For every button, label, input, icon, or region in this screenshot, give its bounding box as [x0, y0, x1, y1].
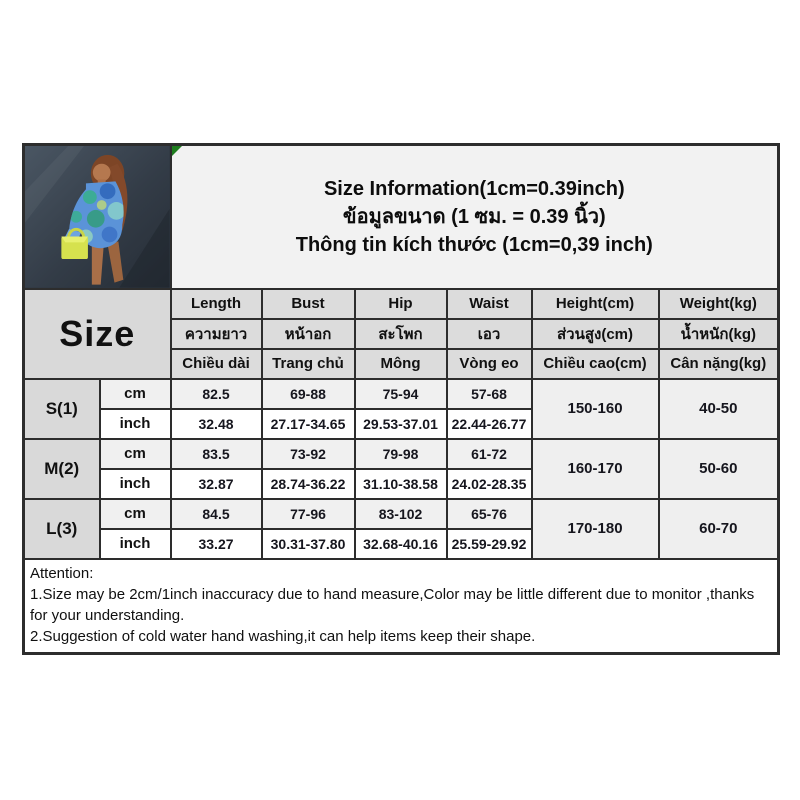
attention-note-1: 1.Size may be 2cm/1inch inaccuracy due to hand measure,Color may be little different due to monitor ,thanks for your understanding. [30, 585, 755, 624]
s-bust-cm: 69-88 [262, 379, 355, 409]
green-corner-flag-icon [172, 146, 182, 156]
m-length-cm: 83.5 [171, 439, 262, 469]
l-bust-cm: 77-96 [262, 499, 355, 529]
unit-cm: cm [100, 439, 171, 469]
col-header-hip-vi: Mông [355, 349, 447, 379]
m-hip-cm: 79-98 [355, 439, 447, 469]
handbag-top [61, 236, 88, 242]
s-weight: 40-50 [659, 379, 779, 439]
m-length-inch: 32.87 [171, 469, 262, 499]
l-bust-inch: 30.31-37.80 [262, 529, 355, 559]
unit-cm: cm [100, 379, 171, 409]
s-waist-cm: 57-68 [447, 379, 532, 409]
unit-inch: inch [100, 529, 171, 559]
attention-heading: Attention: [30, 564, 94, 582]
col-header-hip-th: สะโพก [355, 319, 447, 349]
l-length-inch: 33.27 [171, 529, 262, 559]
col-header-waist-th: เอว [447, 319, 532, 349]
col-header-height-vi: Chiều cao(cm) [532, 349, 659, 379]
col-header-waist-en: Waist [447, 289, 532, 319]
col-header-weight-en: Weight(kg) [659, 289, 779, 319]
title-vietnamese: Thông tin kích thước (1cm=0,39 inch) [295, 233, 653, 256]
col-header-bust-vi: Trang chủ [262, 349, 355, 379]
m-bust-cm: 73-92 [262, 439, 355, 469]
product-photo-cell [24, 145, 171, 289]
col-header-length-en: Length [171, 289, 262, 319]
m-hip-inch: 31.10-38.58 [355, 469, 447, 499]
s-bust-inch: 27.17-34.65 [262, 409, 355, 439]
size-chart-table [22, 143, 780, 655]
size-label-m: M(2) [24, 439, 100, 499]
unit-cm: cm [100, 499, 171, 529]
size-corner-label: Size [24, 289, 171, 379]
l-height: 170-180 [532, 499, 659, 559]
l-hip-cm: 83-102 [355, 499, 447, 529]
l-weight: 60-70 [659, 499, 779, 559]
m-weight: 50-60 [659, 439, 779, 499]
col-header-length-vi: Chiều dài [171, 349, 262, 379]
l-waist-cm: 65-76 [447, 499, 532, 529]
col-header-weight-vi: Cân nặng(kg) [659, 349, 779, 379]
size-label-s: S(1) [24, 379, 100, 439]
col-header-height-th: ส่วนสูง(cm) [532, 319, 659, 349]
s-length-inch: 32.48 [171, 409, 262, 439]
l-length-cm: 84.5 [171, 499, 262, 529]
m-waist-cm: 61-72 [447, 439, 532, 469]
title-cell [171, 145, 779, 289]
title-english: Size Information(1cm=0.39inch) [323, 177, 625, 200]
col-header-bust-en: Bust [262, 289, 355, 319]
attention-note-2: 2.Suggestion of cold water hand washing,it can help items keep their shape. [30, 627, 536, 645]
m-height: 160-170 [532, 439, 659, 499]
s-hip-cm: 75-94 [355, 379, 447, 409]
s-height: 150-160 [532, 379, 659, 439]
s-hip-inch: 29.53-37.01 [355, 409, 447, 439]
col-header-waist-vi: Vòng eo [447, 349, 532, 379]
size-label-l: L(3) [24, 499, 100, 559]
col-header-hip-en: Hip [355, 289, 447, 319]
m-bust-inch: 28.74-36.22 [262, 469, 355, 499]
unit-inch: inch [100, 409, 171, 439]
col-header-bust-th: หน้าอก [262, 319, 355, 349]
head [93, 164, 111, 182]
col-header-weight-th: น้ำหนัก(kg) [659, 319, 779, 349]
product-photo [25, 146, 170, 288]
m-waist-inch: 24.02-28.35 [447, 469, 532, 499]
title-thai: ข้อมูลขนาด (1 ซม. = 0.39 นิ้ว) [342, 205, 606, 228]
l-waist-inch: 25.59-29.92 [447, 529, 532, 559]
s-waist-inch: 22.44-26.77 [447, 409, 532, 439]
s-length-cm: 82.5 [171, 379, 262, 409]
size-chart-sheet [22, 143, 777, 652]
l-hip-inch: 32.68-40.16 [355, 529, 447, 559]
unit-inch: inch [100, 469, 171, 499]
col-header-length-th: ความยาว [171, 319, 262, 349]
attention-section [24, 559, 779, 654]
col-header-height-en: Height(cm) [532, 289, 659, 319]
